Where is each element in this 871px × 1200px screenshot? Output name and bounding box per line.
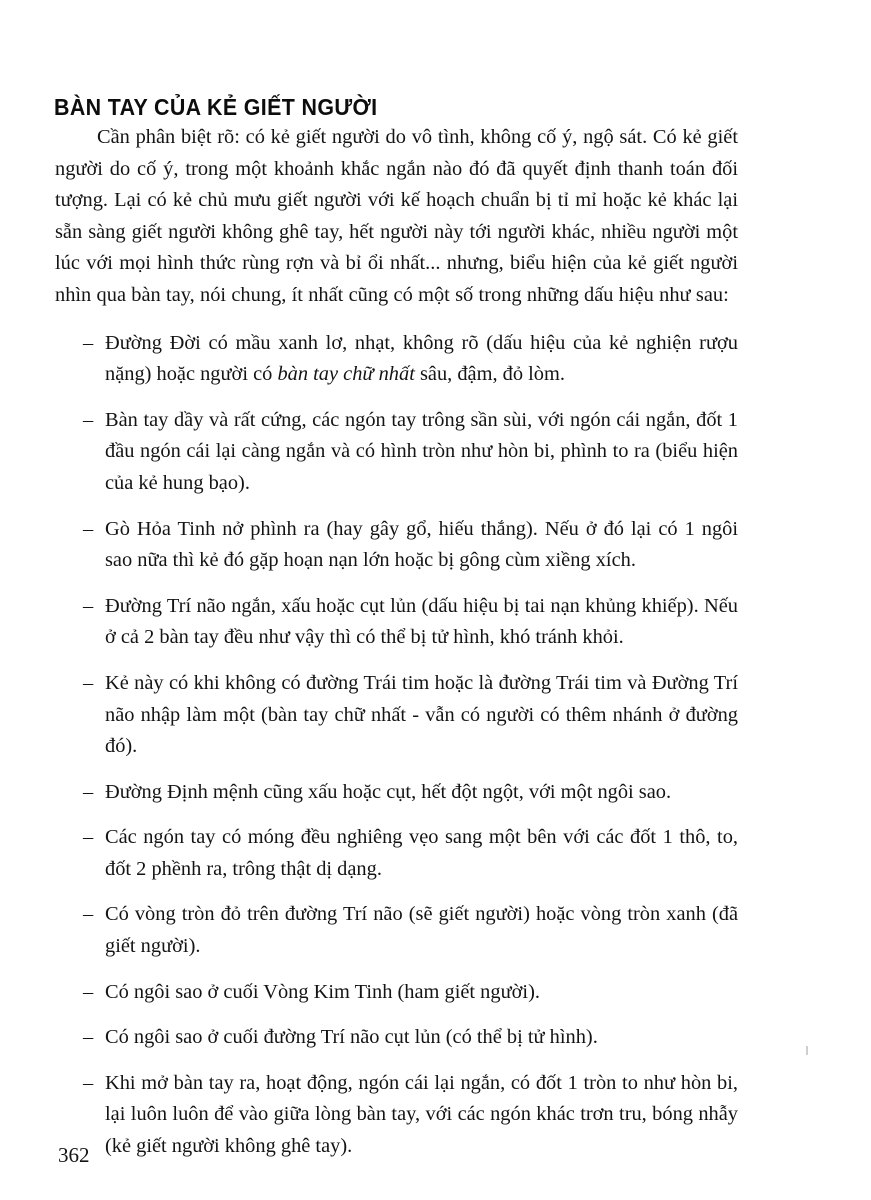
list-item-text: Có ngôi sao ở cuối Vòng Kim Tinh (ham giết người). (105, 980, 540, 1003)
bullet-dash-icon: – (83, 780, 94, 803)
list-item (55, 899, 738, 962)
bullet-dash-icon: – (83, 408, 94, 431)
bullet-dash-icon: – (83, 903, 94, 926)
list-item (55, 328, 738, 391)
list-item-text: Các ngón tay có móng đều nghiêng vẹo sang một bên với các đốt 1 thô, to, đốt 2 phềnh ra, trông thật dị dạng. (105, 826, 738, 880)
bullet-dash-icon: – (83, 331, 94, 354)
list-item (55, 668, 738, 763)
list-item (55, 514, 738, 577)
list-item-text: Có ngôi sao ở cuối đường Trí não cụt lủn (có thể bị tử hình). (105, 1026, 598, 1049)
scan-speck (806, 1046, 808, 1055)
page-body (55, 122, 738, 1163)
bullet-dash-icon: – (83, 517, 94, 540)
signs-list (55, 328, 738, 1163)
list-item-text: Có vòng tròn đỏ trên đường Trí não (sẽ giết người) hoặc vòng tròn xanh (đã giết người). (105, 903, 738, 958)
bullet-dash-icon: – (83, 594, 94, 617)
bullet-dash-icon: – (83, 826, 94, 849)
list-item (55, 977, 738, 1009)
list-item-text: Bàn tay dầy và rất cứng, các ngón tay trông sần sùi, với ngón cái ngắn, đốt 1 đầu ngón cái lại càng ngắn và có hình tròn như hòn bi, phình to ra (biểu hiện của kẻ hung bạo). (105, 408, 738, 494)
bullet-dash-icon: – (83, 980, 94, 1003)
list-item-text: Khi mở bàn tay ra, hoạt động, ngón cái lại ngắn, có đốt 1 tròn to như hòn bi, lại luôn luôn để vào giữa lòng bàn tay, với các ngón khác trơn tru, bóng nhẫy (kẻ giết người không ghê tay). (105, 1071, 738, 1158)
list-item-text: Kẻ này có khi không có đường Trái tim hoặc là đường Trái tim và Đường Trí não nhập làm một (bàn tay chữ nhất - vẫn có người có thêm nhánh ở đường đó). (105, 671, 738, 758)
list-item (55, 1022, 738, 1054)
list-item (55, 1068, 738, 1163)
lead-paragraph: Cần phân biệt rõ: có kẻ giết người do vô tình, không cố ý, ngộ sát. Có kẻ giết người do cố ý, trong một khoảnh khắc ngắn nào đó đã quyết định thanh toán đối tượng. Lại có kẻ chủ mưu giết người với kế hoạch chuẩn bị tỉ mỉ hoặc kẻ khác lại sẵn sàng giết người không ghê tay, hết người này tới người khác, nhiều người một lúc với mọi hình thức rùng rợn và bỉ ổi nhất... nhưng, biểu hiện của kẻ giết người nhìn qua bàn tay, nói chung, ít nhất cũng có một số trong những dấu hiệu như sau: (55, 126, 738, 306)
page-title: BÀN TAY CỦA KẺ GIẾT NGƯỜI (54, 94, 378, 121)
page-number: 362 (58, 1143, 90, 1167)
list-item-text: Gò Hỏa Tinh nở phình ra (hay gây gổ, hiếu thắng). Nếu ở đó lại có 1 ngôi sao nữa thì kẻ đó gặp hoạn nạn lớn hoặc bị gông cùm xiềng xích. (105, 517, 738, 572)
list-item-text: Đường Trí não ngắn, xấu hoặc cụt lủn (dấu hiệu bị tai nạn khủng khiếp). Nếu ở cả 2 bàn tay đều như vậy thì có thể bị tử hình, khó tránh khỏi. (105, 594, 738, 649)
bullet-dash-icon: – (83, 1071, 94, 1094)
list-item (55, 777, 738, 809)
list-item-text: Đường Đời có mầu xanh lơ, nhạt, không rõ (dấu hiệu của kẻ nghiện rượu nặng) hoặc người có bàn tay chữ nhất sâu, đậm, đỏ lòm. (105, 331, 738, 386)
bullet-dash-icon: – (83, 671, 94, 694)
list-item (55, 591, 738, 654)
list-item (55, 405, 738, 500)
list-item-text: Đường Định mệnh cũng xấu hoặc cụt, hết đột ngột, với một ngôi sao. (105, 780, 672, 803)
bullet-dash-icon: – (83, 1026, 94, 1049)
list-item (55, 822, 738, 885)
